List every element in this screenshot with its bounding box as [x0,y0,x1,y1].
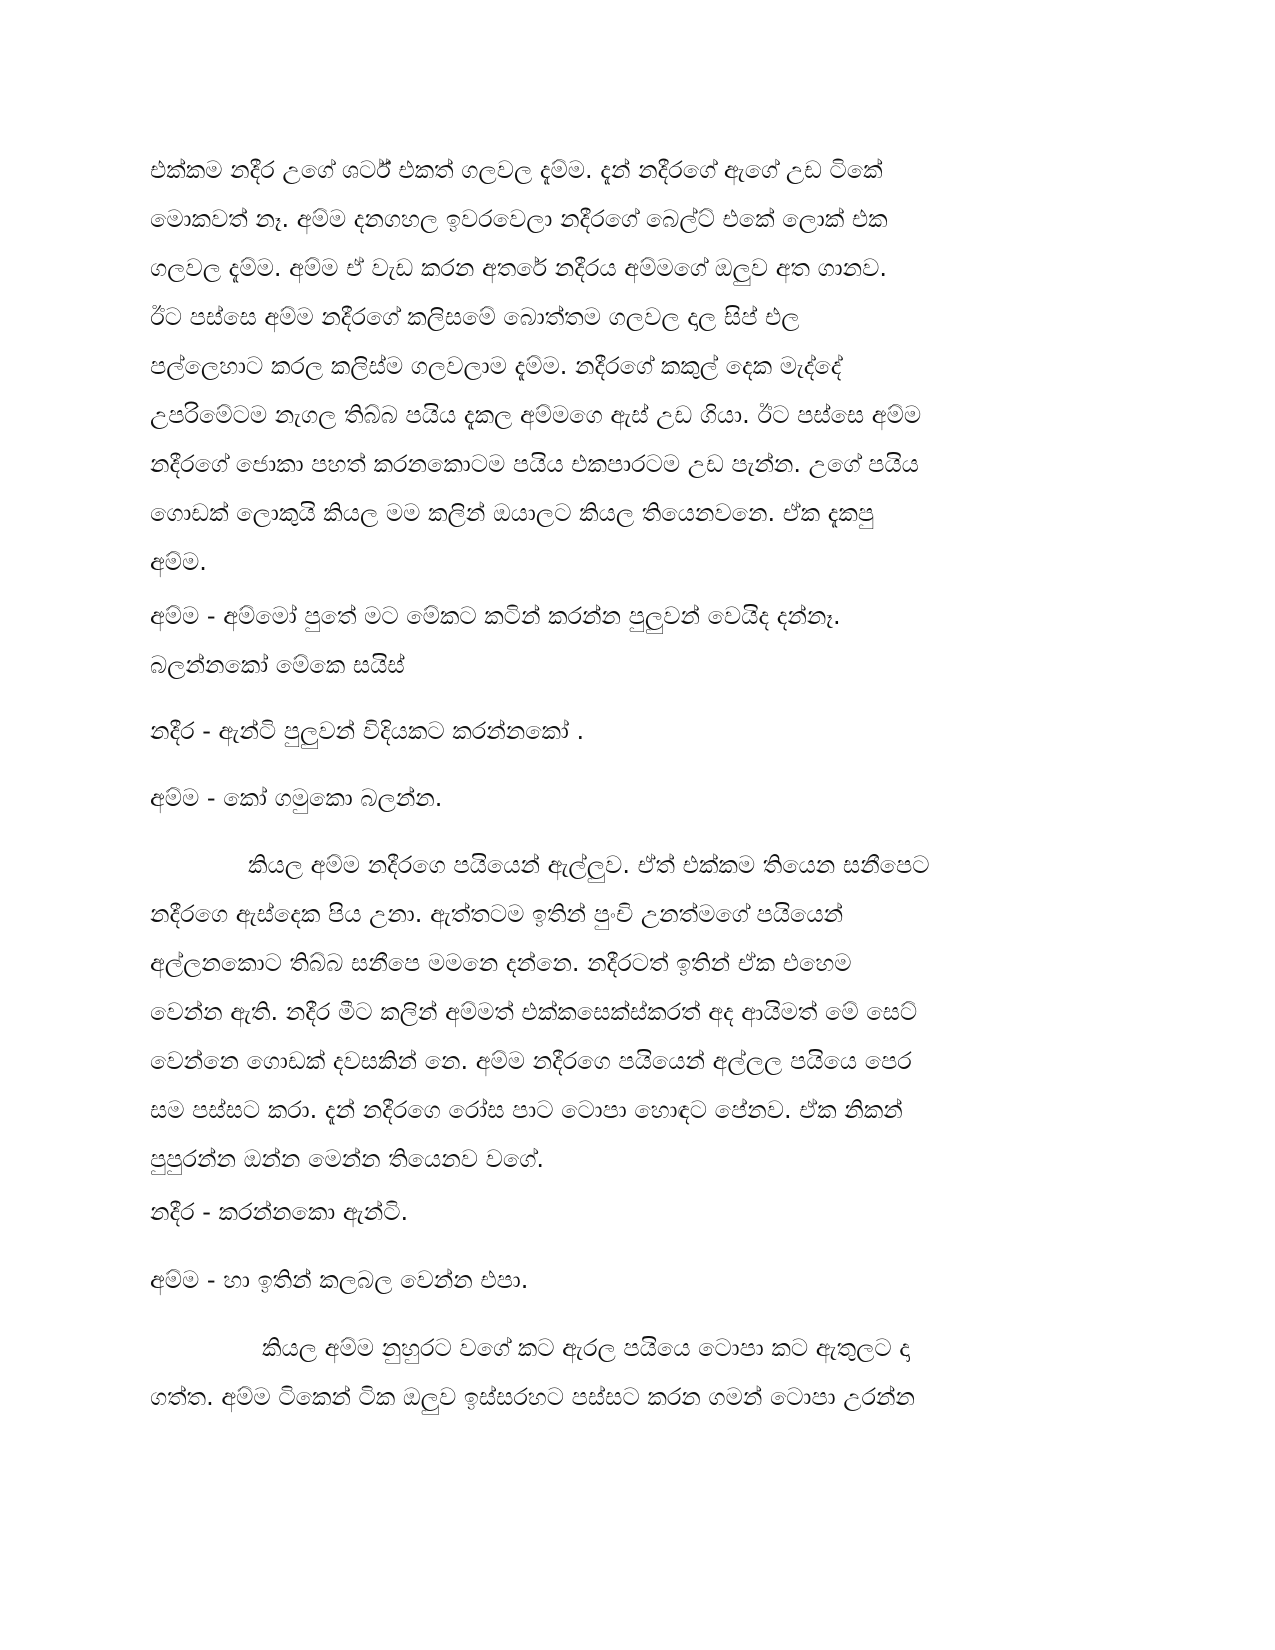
paragraph-line: අම්ම - හා ඉතින් කලබල වෙන්න එපා. [150,1266,529,1294]
paragraph-line: නදීරගෙ ඇස්දෙක පිය උනා. ඇත්තටම ඉතින් පුංචි උනත්මගේ පයියෙන් [150,900,844,928]
paragraph-4 [150,774,1125,823]
paragraph-line: කියල අම්ම නුහුරට වගේ කට ඇරල පයියෙ ටොපා කට ඇතුලට දා [262,1334,910,1362]
paragraph-line: නදීර - කරන්නකො ඇන්ටි. [150,1198,409,1226]
paragraph-line: එක්කම නදීර උගේ ශර්ට් එකත් ගලවල දැම්ම. දැන් නදීරගේ ඇගේ උඩ ටිකේ [150,156,883,184]
paragraph-line: නදීර - ඇන්ටි පුලුවන් විදියකට කරන්නකෝ . [150,717,585,745]
paragraph-line: ගොඩක් ලොකුයි කියල මම කලින් ඔයාලට කියල තියෙනවනෙ. ඒක දැකපු [150,499,875,527]
paragraph-line: බලන්නකෝ මේකෙ සයිස් [150,651,405,679]
paragraph-7 [150,1256,1125,1305]
paragraph-line: අම්ම - කෝ ගමුකො බලන්න. [150,784,443,812]
paragraph-5 [150,841,1125,1184]
paragraph-line: අල්ලනකොට තිබ්බ සනීපෙ මමනෙ දන්නෙ. නදීරටත් ඉතින් ඒක එහෙම [150,949,852,977]
paragraph-line: පුපුරන්න ඔන්න මෙන්න තියෙනව වගේ. [150,1145,545,1173]
paragraph-6 [150,1188,1125,1237]
paragraph-line: උපරිමේටම නැගල තිබ්බ පයිය දැකල අම්මගෙ ඇස් උඩ ගියා. ඊට පස්සෙ අම්ම [150,401,922,429]
paragraph-line: අම්ම - අම්මෝ පුතේ මට මේකට කටින් කරන්න පුලුවන් වෙයිද දන්නෑ. [150,602,841,630]
paragraph-line: කියල අම්ම නදීරගෙ පයියෙන් ඇල්ලුව. ඒත් එක්කම තියෙන සනීපෙට [248,851,930,879]
paragraph-line: පල්ලෙහාට කරල කලිස්ම ගලවලාම දැම්ම. නදීරගේ කකුල් දෙක මැද්දේ [150,352,842,380]
paragraph-line: ගත්ත. අම්ම ටිකෙන් ටික ඔලුව ඉස්සරහට පස්සට කරන ගමන් ටොපා උරන්න [150,1383,916,1411]
paragraph-line: වෙන්න ඇති. නදීර මීට කලින් අම්මත් එක්කසෙක්ස්කරත් අද ආයිමත් මේ සෙට් [150,998,918,1026]
paragraph-8 [150,1324,1125,1422]
paragraph-1 [150,146,1125,587]
paragraph-line: අම්ම. [150,548,207,576]
paragraph-line: මොකවත් නෑ. අම්ම දනගහල ඉවරවෙලා නදීරගේ බෙල්ට් එකේ ලොක් එක [150,205,888,233]
paragraph-line: වෙන්නෙ ගොඩක් දවසකින් නෙ. අම්ම නදීරගෙ පයියෙන් අල්ලල පයියෙ පෙර [150,1047,912,1075]
paragraph-line: ඊට පස්සෙ අම්ම නදීරගේ කලිසමේ බොත්තම ගලවල දාල සිප් එල [150,303,800,331]
paragraph-2 [150,592,1125,690]
paragraph-line: සම පස්සට කරා. දැන් නදීරගෙ රෝස පාට ටොපා හොඳට පේනව. ඒක නිකන් [150,1096,903,1124]
paragraph-3 [150,707,1125,756]
paragraph-line: නදීරගේ ජොකා පහත් කරනකොටම පයිය එකපාරටම උඩ පැන්න. උගේ පයිය [150,450,919,478]
paragraph-line: ගලවල දැම්ම. අම්ම ඒ වැඩ කරන අතරේ නදීරය අම්මගේ ඔලුව අත ගානව. [150,254,888,282]
